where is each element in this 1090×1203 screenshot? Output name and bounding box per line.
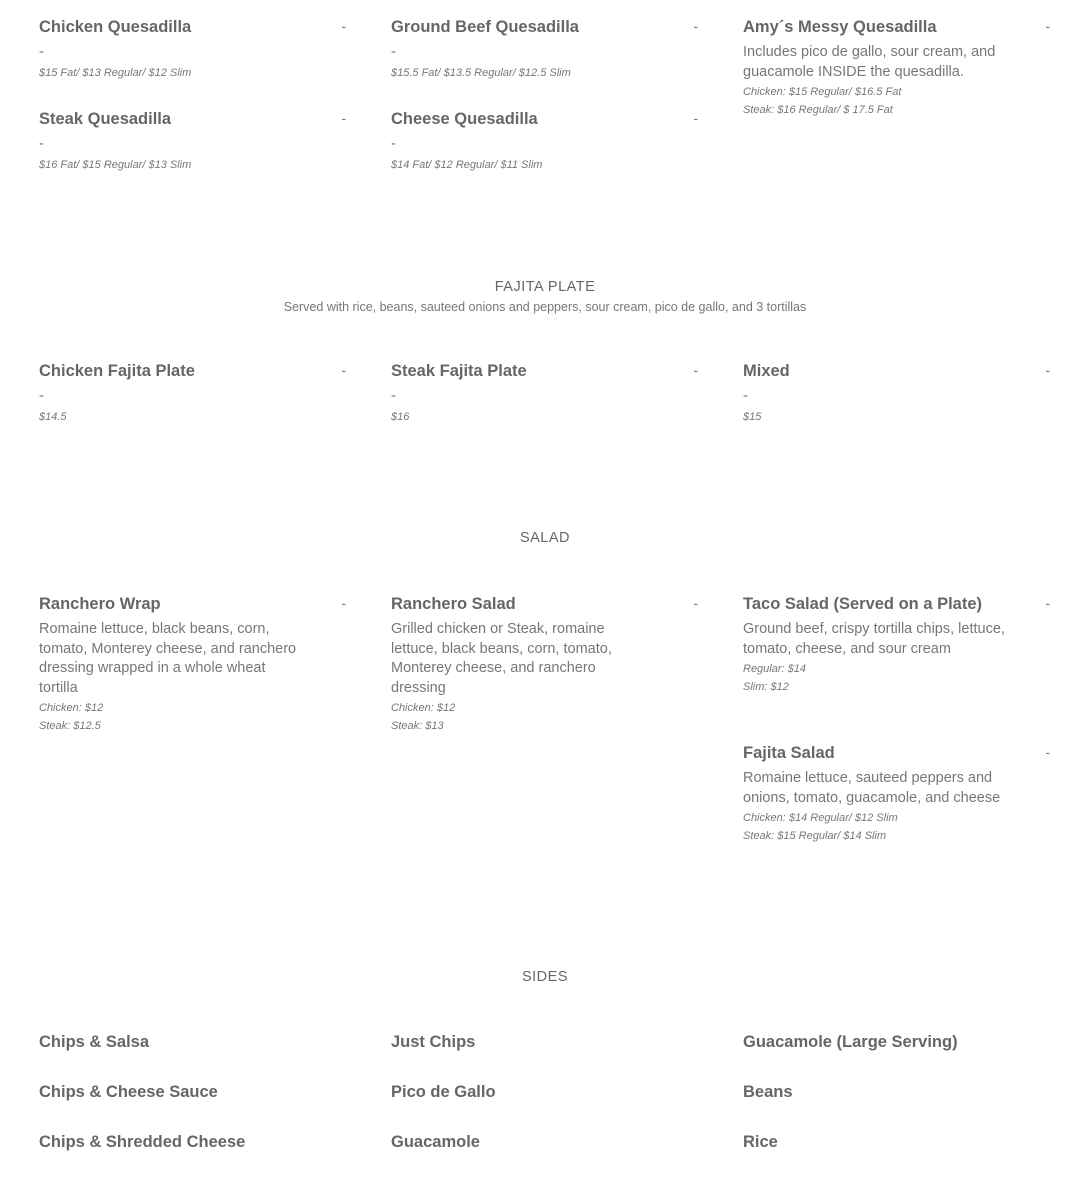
menu-item-chicken-quesadilla (39, 17, 349, 82)
menu-item-price: Slim: $12 (743, 681, 789, 693)
menu-item-steak-quesadilla (39, 109, 349, 174)
menu-item-price: $15.5 Fat/ $13.5 Regular/ $12.5 Slim (391, 66, 571, 79)
menu-item-price: $15 Fat/ $13 Regular/ $12 Slim (39, 66, 192, 79)
section-title-fajita-plate: FAJITA PLATE (494, 279, 596, 295)
menu-item-price: $16 (391, 410, 410, 423)
menu-item-marker: - (693, 110, 698, 126)
menu-item-description: Includes pico de gallo, sour cream, and guacamole INSIDE the quesadilla. (743, 44, 996, 80)
side-item-guacamole-large: Guacamole (Large Serving) (743, 1033, 958, 1051)
menu-item-name: Taco Salad (Served on a Plate) (743, 595, 983, 613)
menu-item-price: $14 Fat/ $12 Regular/ $11 Slim (391, 158, 543, 171)
menu-item-marker: - (693, 18, 698, 34)
menu-item-description: Romaine lettuce, sauteed peppers and onions, tomato, guacamole, and cheese (743, 770, 1001, 806)
menu-item-mixed-fajita (743, 361, 1053, 426)
menu-item-description: - (391, 388, 396, 404)
menu-item-marker: - (1045, 595, 1050, 611)
menu-item-price: Steak: $13 (391, 720, 444, 732)
side-item-guacamole: Guacamole (391, 1133, 480, 1151)
menu-item-description: - (39, 388, 44, 404)
menu-item-name: Fajita Salad (743, 744, 835, 762)
side-item-chips-cheese-sauce: Chips & Cheese Sauce (39, 1083, 218, 1101)
menu-item-marker: - (341, 110, 346, 126)
side-item-pico-de-gallo: Pico de Gallo (391, 1083, 496, 1101)
menu-item-description: - (391, 44, 396, 60)
section-subtitle-fajita-plate: Served with rice, beans, sauteed onions and peppers, sour cream, pico de gallo, and 3 tortillas (283, 300, 807, 314)
menu-item-description: Romaine lettuce, black beans, corn, tomato, Monterey cheese, and ranchero dressing wrapped in a whole wheat tortilla (39, 621, 297, 696)
menu-item-name: Ranchero Wrap (39, 595, 161, 613)
menu-item-marker: - (341, 18, 346, 34)
menu-item-marker: - (341, 362, 346, 378)
menu-item-price: Chicken: $15 Regular/ $16.5 Fat (743, 86, 902, 98)
menu-item-price: Steak: $12.5 (39, 720, 101, 732)
menu-item-marker: - (693, 362, 698, 378)
menu-item-marker: - (693, 595, 698, 611)
menu-item-description: Ground beef, crispy tortilla chips, lettuce, tomato, cheese, and sour cream (743, 621, 1005, 657)
menu-item-name: Steak Quesadilla (39, 110, 172, 128)
menu-item-name: Chicken Fajita Plate (39, 362, 195, 380)
menu-item-price: Regular: $14 (743, 663, 806, 675)
menu-item-taco-salad (743, 594, 1053, 696)
menu-item-name: Ranchero Salad (391, 595, 516, 613)
menu-item-description: - (391, 136, 396, 152)
menu-item-ground-beef-quesadilla (391, 17, 701, 82)
side-item-rice: Rice (743, 1133, 778, 1151)
menu-item-name: Steak Fajita Plate (391, 362, 527, 380)
menu-item-ranchero-wrap (39, 594, 349, 735)
side-item-chips-salsa: Chips & Salsa (39, 1033, 150, 1051)
menu-item-name: Ground Beef Quesadilla (391, 18, 579, 36)
menu-item-price: Chicken: $12 (391, 702, 456, 714)
menu-item-price: Steak: $16 Regular/ $ 17.5 Fat (743, 104, 893, 116)
menu-item-description: Grilled chicken or Steak, romaine lettuce, black beans, corn, tomato, Monterey cheese, and ranchero dressing (391, 621, 612, 696)
menu-item-ranchero-salad (391, 594, 701, 735)
menu-item-marker: - (1045, 744, 1050, 760)
menu-item-description: - (39, 44, 44, 60)
menu-item-marker: - (1045, 18, 1050, 34)
menu-item-price: Chicken: $14 Regular/ $12 Slim (743, 812, 898, 824)
menu-item-price: $15 (743, 410, 762, 423)
menu-item-name: Chicken Quesadilla (39, 18, 192, 36)
menu-item-price: $14.5 (39, 410, 67, 423)
menu-item-price: Chicken: $12 (39, 702, 104, 714)
menu-item-name: Amy´s Messy Quesadilla (743, 18, 937, 36)
side-item-just-chips: Just Chips (391, 1033, 476, 1051)
menu-item-marker: - (1045, 362, 1050, 378)
side-item-beans: Beans (743, 1083, 793, 1101)
side-item-chips-shredded-cheese: Chips & Shredded Cheese (39, 1133, 246, 1151)
menu-item-chicken-fajita-plate (39, 361, 349, 426)
menu-item-name: Mixed (743, 362, 790, 380)
menu-item-marker: - (341, 595, 346, 611)
section-title-sides: SIDES (521, 969, 568, 985)
menu-item-cheese-quesadilla (391, 109, 701, 174)
menu-item-steak-fajita-plate (391, 361, 701, 426)
menu-item-amys-messy-quesadilla (743, 17, 1053, 119)
menu-item-price: Steak: $15 Regular/ $14 Slim (743, 830, 887, 842)
section-title-salad: SALAD (519, 530, 571, 546)
menu-item-price: $16 Fat/ $15 Regular/ $13 Slim (39, 158, 192, 171)
menu-item-description: - (743, 388, 748, 404)
menu-item-fajita-salad (743, 743, 1053, 845)
menu-item-description: - (39, 136, 44, 152)
menu-item-name: Cheese Quesadilla (391, 110, 538, 128)
